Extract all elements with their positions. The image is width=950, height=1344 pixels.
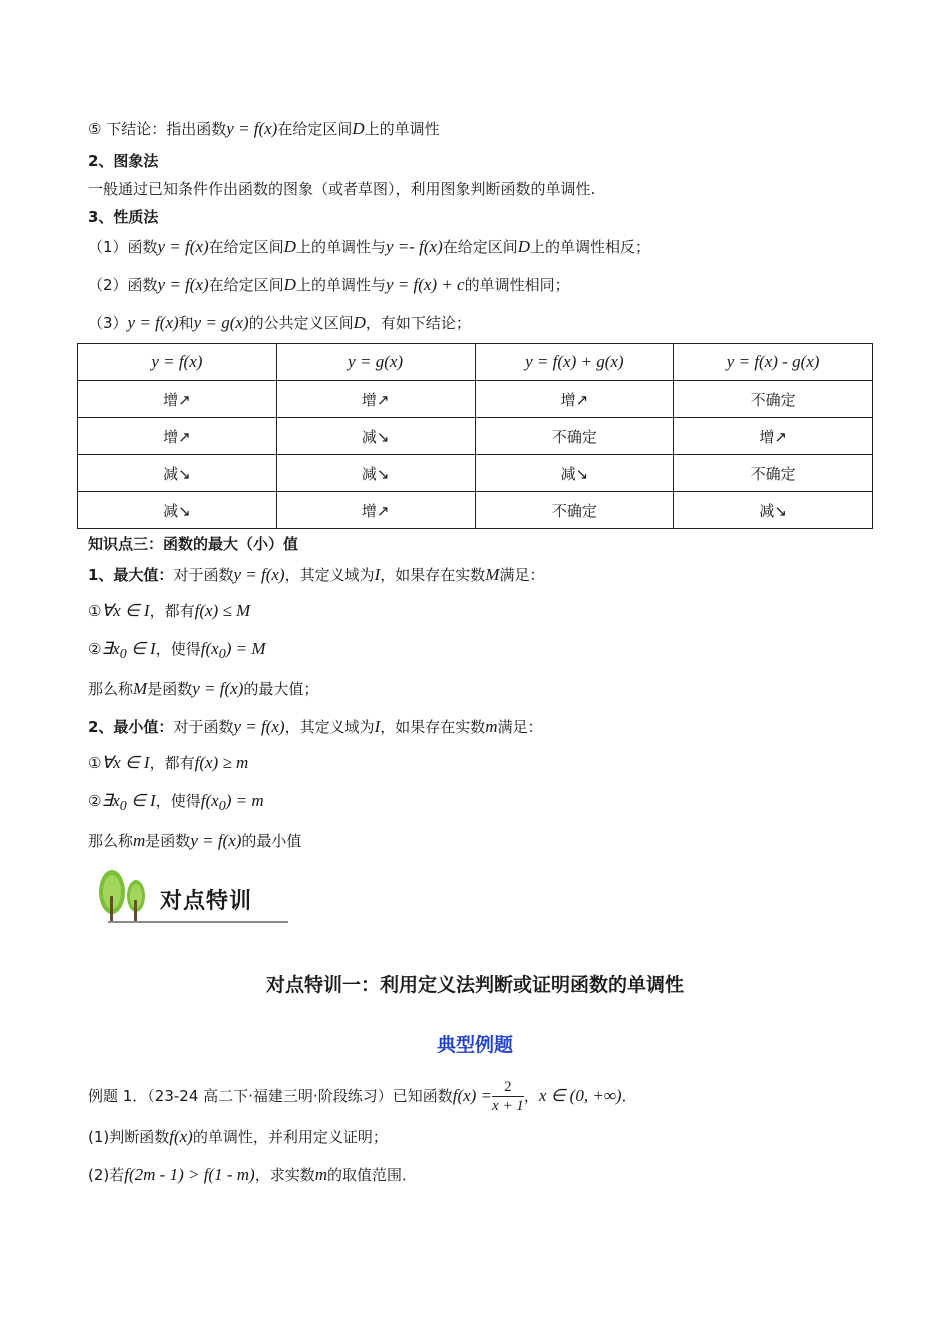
text: 是函数	[145, 832, 191, 850]
table-cell: 不确定	[674, 381, 873, 418]
text: ，都有	[149, 602, 195, 620]
table-cell: 增↗	[276, 381, 475, 418]
math: f(x) ≥ m	[194, 753, 249, 772]
text: ．	[621, 1087, 637, 1105]
section-title: 对点特训一：利用定义法判断或证明函数的单调性	[265, 974, 684, 996]
text: ①	[88, 754, 102, 772]
text: 的最大值；	[243, 680, 319, 698]
text: ，使得	[155, 792, 201, 810]
text: ，其定义域为	[284, 718, 375, 736]
table-cell: 增↗	[276, 492, 475, 529]
math: ∈ I	[126, 791, 156, 810]
text: ，使得	[155, 640, 201, 658]
max-condition-2	[88, 638, 265, 666]
math: f(x)	[169, 1127, 193, 1146]
table-cell: 增↗	[475, 381, 674, 418]
math: y = f(x) + c	[385, 275, 465, 294]
table-cell: 减↘	[674, 492, 873, 529]
property-1	[88, 236, 650, 258]
math: x ∈ (0, +∞)	[538, 1086, 622, 1105]
kp3-title: 知识点三：函数的最大（小）值	[88, 535, 299, 553]
math: ∀x ∈ I	[101, 601, 150, 620]
math: y = f(x)	[157, 275, 209, 294]
question-2	[88, 1164, 417, 1186]
math: ∃x	[101, 639, 120, 658]
text: 的单调性，并利用定义证明；	[192, 1128, 388, 1146]
subscript: 0	[119, 647, 127, 662]
math: ∀x ∈ I	[101, 753, 150, 772]
text: ，都有	[149, 754, 195, 772]
table-cell: 减↘	[475, 455, 674, 492]
heading-graph-method: 2、图象法	[88, 152, 159, 170]
text: ，有如下结论；	[365, 314, 471, 332]
text: ②	[88, 640, 102, 658]
math: M	[133, 679, 148, 698]
text: 的取值范围．	[327, 1166, 418, 1184]
math: D	[517, 237, 531, 256]
table-row	[78, 418, 873, 455]
example-heading: 典型例题	[436, 1034, 513, 1056]
text: 2、最小值：	[88, 718, 174, 736]
text: 在给定区间	[208, 276, 284, 294]
text: 在给定区间	[277, 120, 353, 138]
graph-method-text: 一般通过已知条件作出函数的图象（或者草图），利用图象判断函数的单调性.	[88, 180, 596, 198]
math: ) = m	[225, 791, 264, 810]
property-2	[88, 274, 570, 296]
math: D	[283, 237, 296, 256]
table-header-cell: y = f(x) - g(x)	[674, 344, 873, 381]
subscript: 0	[218, 647, 226, 662]
text: ②	[88, 792, 102, 810]
math: D	[353, 313, 366, 332]
math: f(x	[200, 639, 219, 658]
math: y = f(x)	[233, 717, 285, 736]
math: f(x	[200, 791, 219, 810]
math: ∃x	[101, 791, 120, 810]
text: ，其定义域为	[284, 566, 375, 584]
property-3	[88, 312, 471, 334]
math: m	[485, 717, 498, 736]
math: y = f(x)	[157, 237, 209, 256]
text: 在给定区间	[442, 238, 518, 256]
math: y = f(x)	[190, 831, 242, 850]
text: 在给定区间	[208, 238, 284, 256]
subscript: 0	[218, 799, 226, 814]
math: f(2m - 1) > f(1 - m)	[124, 1165, 255, 1184]
math: y = f(x)	[192, 679, 244, 698]
table-cell: 减↘	[78, 455, 277, 492]
text: （1）函数	[88, 238, 158, 256]
text: 1、最大值：	[88, 566, 174, 584]
table-cell: 不确定	[674, 455, 873, 492]
question-1	[88, 1126, 388, 1148]
table-cell: 不确定	[475, 418, 674, 455]
text: 和	[178, 314, 194, 332]
text: 上的单调性与	[295, 276, 386, 294]
text: 满足：	[499, 566, 545, 584]
table-header-row	[78, 344, 873, 381]
text: ⑤ 下结论：指出函数	[88, 120, 227, 138]
max-condition-1	[88, 600, 250, 622]
math: m	[314, 1165, 327, 1184]
math: y = f(x)	[233, 565, 285, 584]
text: 满足：	[497, 718, 543, 736]
table-row	[78, 381, 873, 418]
math: ∈ I	[126, 639, 156, 658]
table-header-cell: y = g(x)	[276, 344, 475, 381]
text: 是函数	[147, 680, 193, 698]
text: (2)若	[88, 1166, 125, 1184]
math: M	[485, 565, 500, 584]
text: ，如果存在实数	[380, 566, 486, 584]
math: D	[352, 119, 365, 138]
heading-property-method: 3、性质法	[88, 208, 159, 226]
math: ) = M	[225, 639, 266, 658]
subscript: 0	[119, 799, 127, 814]
text: ，如果存在实数	[380, 718, 486, 736]
text: 对于函数	[173, 718, 234, 736]
table-cell: 减↘	[276, 455, 475, 492]
table-row	[78, 455, 873, 492]
text: ①	[88, 602, 102, 620]
math: y = f(x)	[226, 119, 278, 138]
text: 上的单调性相反；	[530, 238, 651, 256]
text: 的最小值	[241, 832, 302, 850]
denominator: x + 1	[492, 1098, 524, 1114]
table-row	[78, 492, 873, 529]
math: m	[133, 831, 146, 850]
text: （3）	[88, 314, 128, 332]
math: I	[374, 717, 381, 736]
max-conclusion	[88, 678, 318, 700]
text: 上的单调性与	[295, 238, 386, 256]
min-condition-1	[88, 752, 248, 774]
text: （2）函数	[88, 276, 158, 294]
math: f(x) =	[452, 1086, 493, 1105]
table-cell: 不确定	[475, 492, 674, 529]
text: 的单调性相同；	[464, 276, 570, 294]
text: (1)判断函数	[88, 1128, 170, 1146]
text: 的公共定义区间	[248, 314, 354, 332]
table-cell: 增↗	[674, 418, 873, 455]
table-header-cell: y = f(x) + g(x)	[475, 344, 674, 381]
numerator: 2	[492, 1078, 524, 1097]
text: 那么称	[88, 680, 134, 698]
fraction	[492, 1078, 524, 1115]
table-cell: 减↘	[78, 492, 277, 529]
monotonicity-table	[77, 343, 873, 529]
text: ，求实数	[254, 1166, 315, 1184]
step5-line	[88, 118, 440, 140]
math: y =- f(x)	[385, 237, 443, 256]
math: I	[374, 565, 381, 584]
max-definition	[88, 564, 544, 586]
text: 对于函数	[173, 566, 234, 584]
table-cell: 增↗	[78, 381, 277, 418]
table-cell: 增↗	[78, 418, 277, 455]
text: ，	[523, 1087, 539, 1105]
text: 例题 1．（23-24 高二下·福建三明·阶段练习）已知函数	[88, 1087, 453, 1105]
math: y = f(x)	[127, 313, 179, 332]
example-1	[88, 1078, 637, 1115]
math: D	[283, 275, 296, 294]
min-condition-2	[88, 790, 264, 818]
banner-title: 对点特训	[160, 889, 253, 914]
banner-underline	[108, 921, 288, 923]
math: y = g(x)	[193, 313, 249, 332]
text: 上的单调性	[364, 120, 440, 138]
math: f(x) ≤ M	[194, 601, 251, 620]
text: 那么称	[88, 832, 134, 850]
table-cell: 减↘	[276, 418, 475, 455]
min-conclusion	[88, 830, 301, 852]
table-header-cell: y = f(x)	[78, 344, 277, 381]
min-definition	[88, 716, 543, 738]
